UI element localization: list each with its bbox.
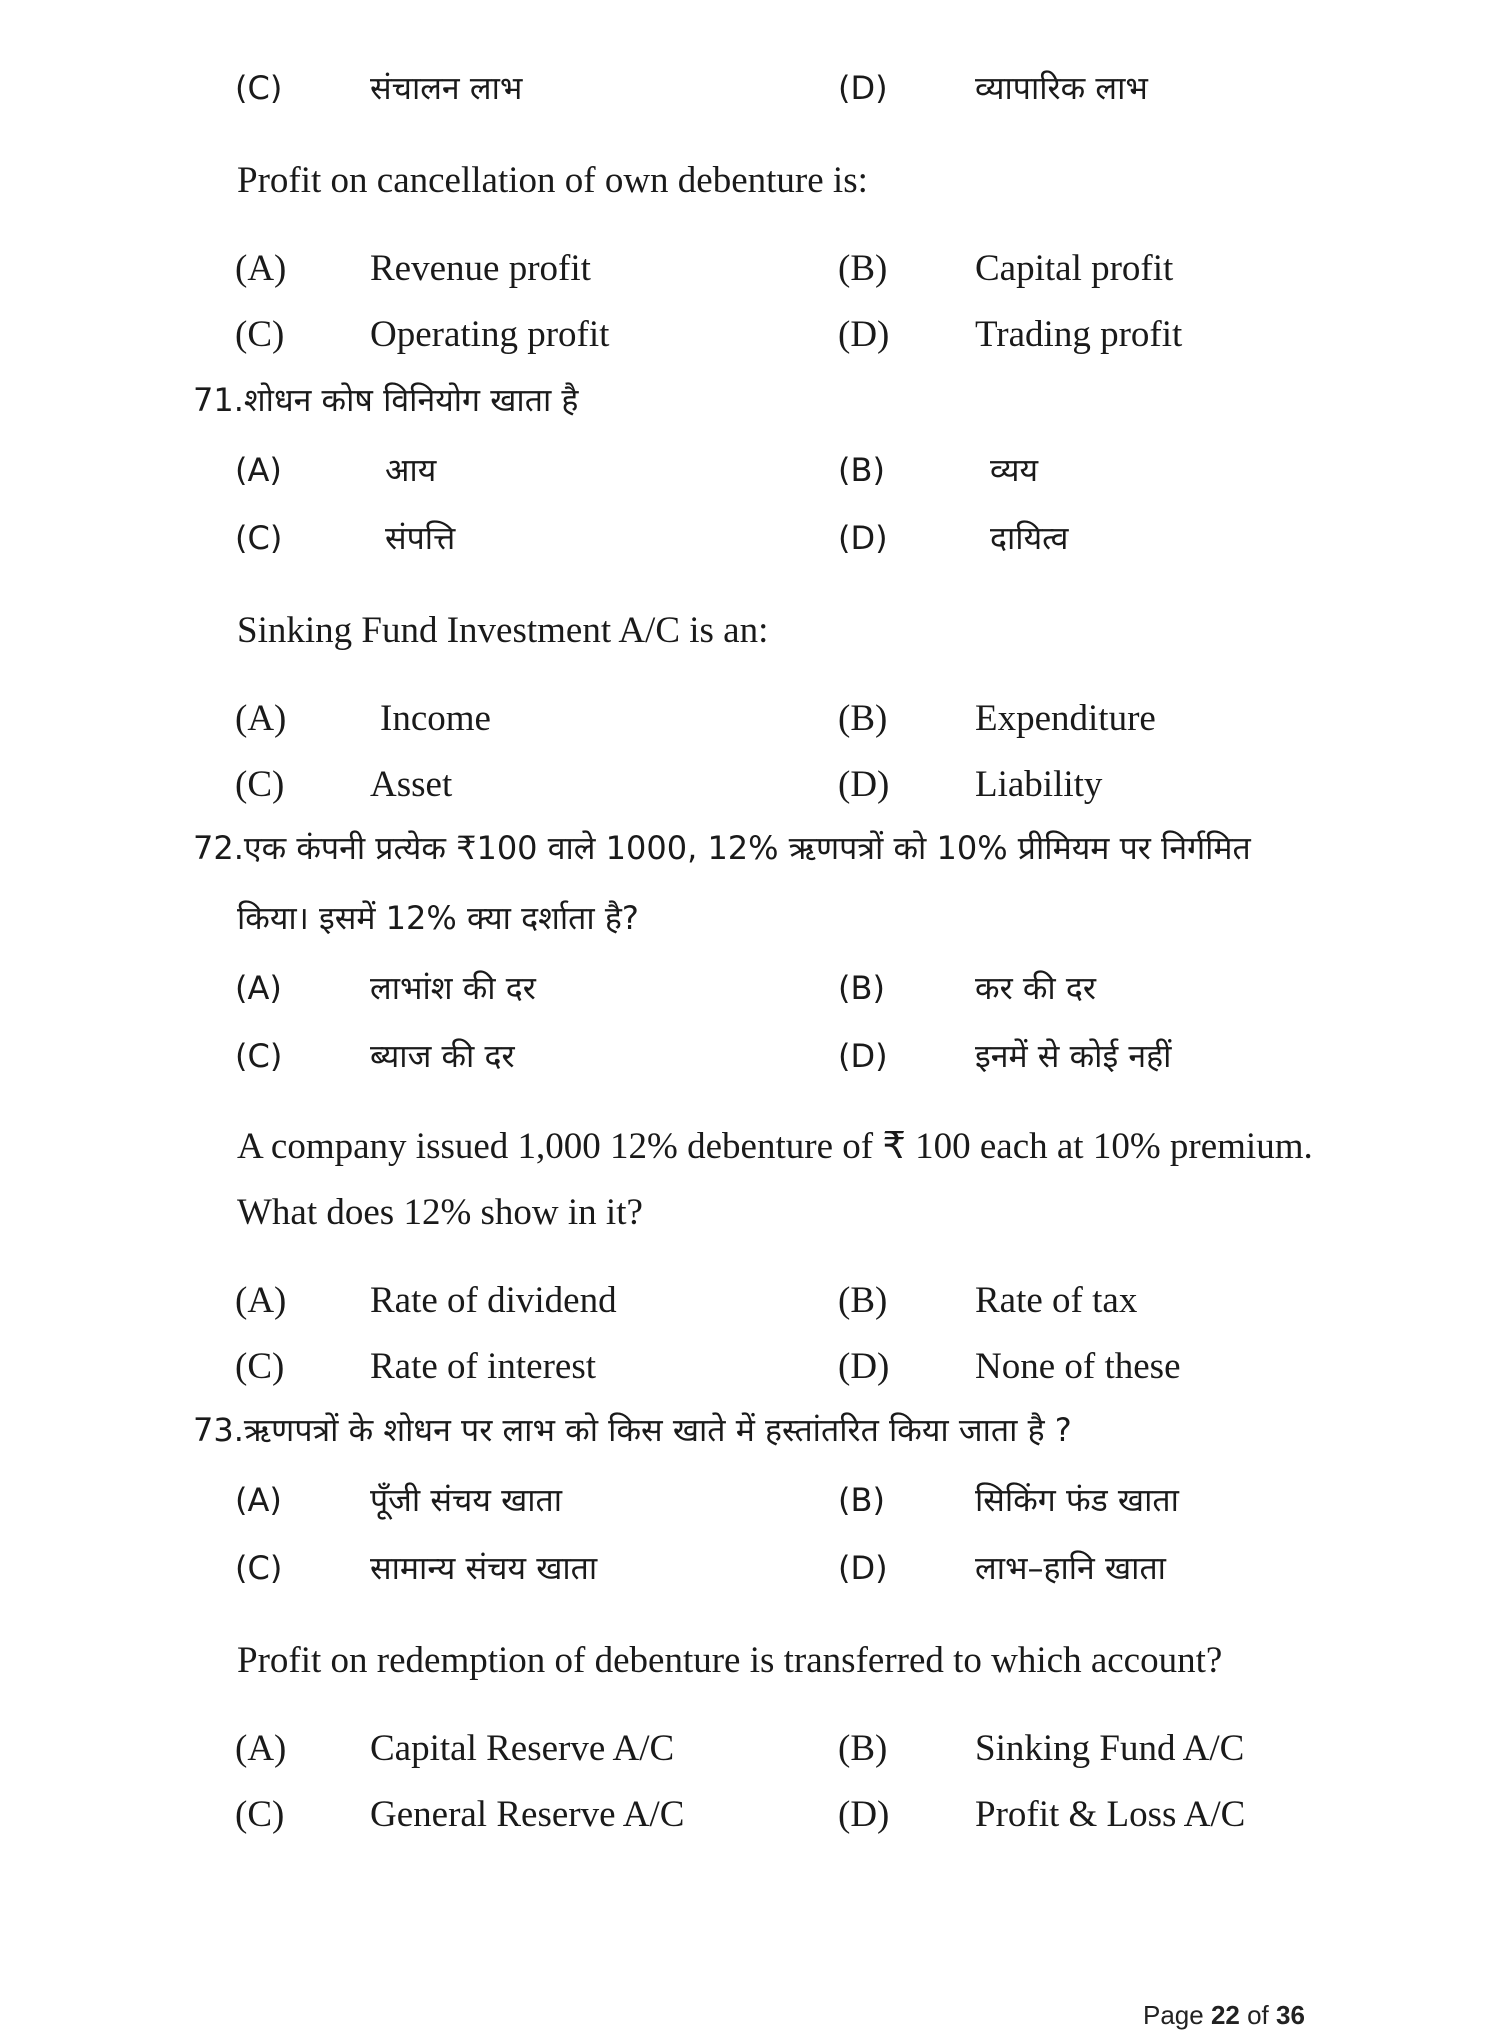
q70-en-option-d-text: Trading profit <box>975 314 1183 355</box>
page-total-number: 36 <box>1276 2000 1305 2030</box>
page-current-number: 22 <box>1210 2000 1240 2030</box>
q73-en-option-b-text: Sinking Fund A/C <box>975 1728 1245 1769</box>
q73-hi-option-d-text: लाभ–हानि खाता <box>975 1549 1166 1587</box>
q71-hi-option-d-text: दायित्व <box>990 519 1069 557</box>
q70-en-option-d-letter: (D) <box>838 314 890 355</box>
q72-en-option-c-letter: (C) <box>235 1346 285 1387</box>
q71-en-option-d-letter: (D) <box>838 764 890 805</box>
q70-hi-option-c-text: संचालन लाभ <box>370 69 523 107</box>
q72-hi-option-d-text: इनमें से कोई नहीं <box>975 1037 1172 1075</box>
q73-en-option-b-letter: (B) <box>838 1728 888 1769</box>
q71-hi-option-c-text: संपत्ति <box>385 519 456 557</box>
q71-hi-option-b-text: व्यय <box>990 451 1039 489</box>
q73-hi-option-d-letter: (D) <box>838 1549 888 1587</box>
q73-hi-option-b-text: सिकिंग फंड खाता <box>975 1481 1179 1519</box>
page-footer-prefix: Page <box>1143 2000 1211 2030</box>
q72-en-option-b-text: Rate of tax <box>975 1280 1138 1321</box>
q72-hi-option-b-letter: (B) <box>838 969 885 1007</box>
q71-hi-option-a-letter: (A) <box>235 451 282 489</box>
q72-hi-option-c-letter: (C) <box>235 1037 283 1075</box>
q73-en-option-d-letter: (D) <box>838 1794 890 1835</box>
q71-en-option-a-letter: (A) <box>235 698 287 739</box>
q73-hi-option-c-text: सामान्य संचय खाता <box>370 1549 598 1587</box>
q70-en-option-b-letter: (B) <box>838 248 888 289</box>
q72-hi-option-b-text: कर की दर <box>975 969 1096 1007</box>
page-footer <box>1143 2002 1305 2028</box>
q72-hi-option-a-text: लाभांश की दर <box>370 969 536 1007</box>
q72-hi-question-line1-text: एक कंपनी प्रत्येक ₹100 वाले 1000, 12% ऋणपत्रों को 10% प्रीमियम पर निर्गमित <box>243 829 1251 867</box>
q70-en-option-a-letter: (A) <box>235 248 287 289</box>
q71-hi-option-d-letter: (D) <box>838 519 888 557</box>
q72-en-option-a-text: Rate of dividend <box>370 1280 617 1321</box>
q73-en-option-c-letter: (C) <box>235 1794 285 1835</box>
q73-en-option-d-text: Profit & Loss A/C <box>975 1794 1246 1835</box>
q71-en-option-a-text: Income <box>380 698 491 739</box>
q73-number: 73. <box>193 1411 244 1449</box>
q73-hi-question-text: ऋणपत्रों के शोधन पर लाभ को किस खाते में हस्तांतरित किया जाता है ? <box>243 1411 1072 1449</box>
q70-en-question: Profit on cancellation of own debenture is: <box>237 160 868 201</box>
q71-hi-question-text: शोधन कोष विनियोग खाता है <box>243 381 579 419</box>
q71-en-option-c-letter: (C) <box>235 764 285 805</box>
q70-hi-option-c-letter: (C) <box>235 69 283 107</box>
q72-en-option-a-letter: (A) <box>235 1280 287 1321</box>
q72-en-question-line1: A company issued 1,000 12% debenture of ₹ 100 each at 10% premium. <box>237 1126 1313 1167</box>
q70-hi-option-d-text: व्यापारिक लाभ <box>975 69 1148 107</box>
q72-en-option-c-text: Rate of interest <box>370 1346 597 1387</box>
q72-hi-option-c-text: ब्याज की दर <box>370 1037 515 1075</box>
page-footer-middle: of <box>1239 2000 1277 2030</box>
q73-hi-option-c-letter: (C) <box>235 1549 283 1587</box>
q71-en-option-c-text: Asset <box>370 764 453 805</box>
q71-en-option-b-letter: (B) <box>838 698 888 739</box>
q71-hi-option-c-letter: (C) <box>235 519 283 557</box>
q72-number: 72. <box>193 829 244 867</box>
q73-hi-question <box>193 1411 1072 1449</box>
q71-en-question: Sinking Fund Investment A/C is an: <box>237 610 769 651</box>
q73-hi-option-a-letter: (A) <box>235 1481 282 1519</box>
q73-en-option-c-text: General Reserve A/C <box>370 1794 685 1835</box>
q70-en-option-a-text: Revenue profit <box>370 248 591 289</box>
q71-number: 71. <box>193 381 244 419</box>
q72-en-option-d-text: None of these <box>975 1346 1181 1387</box>
q71-hi-question <box>193 381 579 419</box>
q73-hi-option-b-letter: (B) <box>838 1481 885 1519</box>
q72-hi-option-d-letter: (D) <box>838 1037 888 1075</box>
q72-hi-question-line1 <box>193 829 1251 867</box>
q73-en-question: Profit on redemption of debenture is transferred to which account? <box>237 1640 1223 1681</box>
q73-en-option-a-text: Capital Reserve A/C <box>370 1728 675 1769</box>
q72-hi-option-a-letter: (A) <box>235 969 282 1007</box>
q72-en-option-b-letter: (B) <box>838 1280 888 1321</box>
q72-en-option-d-letter: (D) <box>838 1346 890 1387</box>
q70-en-option-b-text: Capital profit <box>975 248 1174 289</box>
q70-hi-option-d-letter: (D) <box>838 69 888 107</box>
q73-hi-option-a-text: पूँजी संचय खाता <box>370 1481 563 1519</box>
q71-hi-option-a-text: आय <box>385 451 437 489</box>
q73-en-option-a-letter: (A) <box>235 1728 287 1769</box>
q71-hi-option-b-letter: (B) <box>838 451 885 489</box>
q71-en-option-b-text: Expenditure <box>975 698 1156 739</box>
q72-hi-question-line2: किया। इसमें 12% क्या दर्शाता है? <box>237 899 639 937</box>
q70-en-option-c-text: Operating profit <box>370 314 610 355</box>
q72-en-question-line2: What does 12% show in it? <box>237 1192 643 1233</box>
q70-en-option-c-letter: (C) <box>235 314 285 355</box>
q71-en-option-d-text: Liability <box>975 764 1103 805</box>
